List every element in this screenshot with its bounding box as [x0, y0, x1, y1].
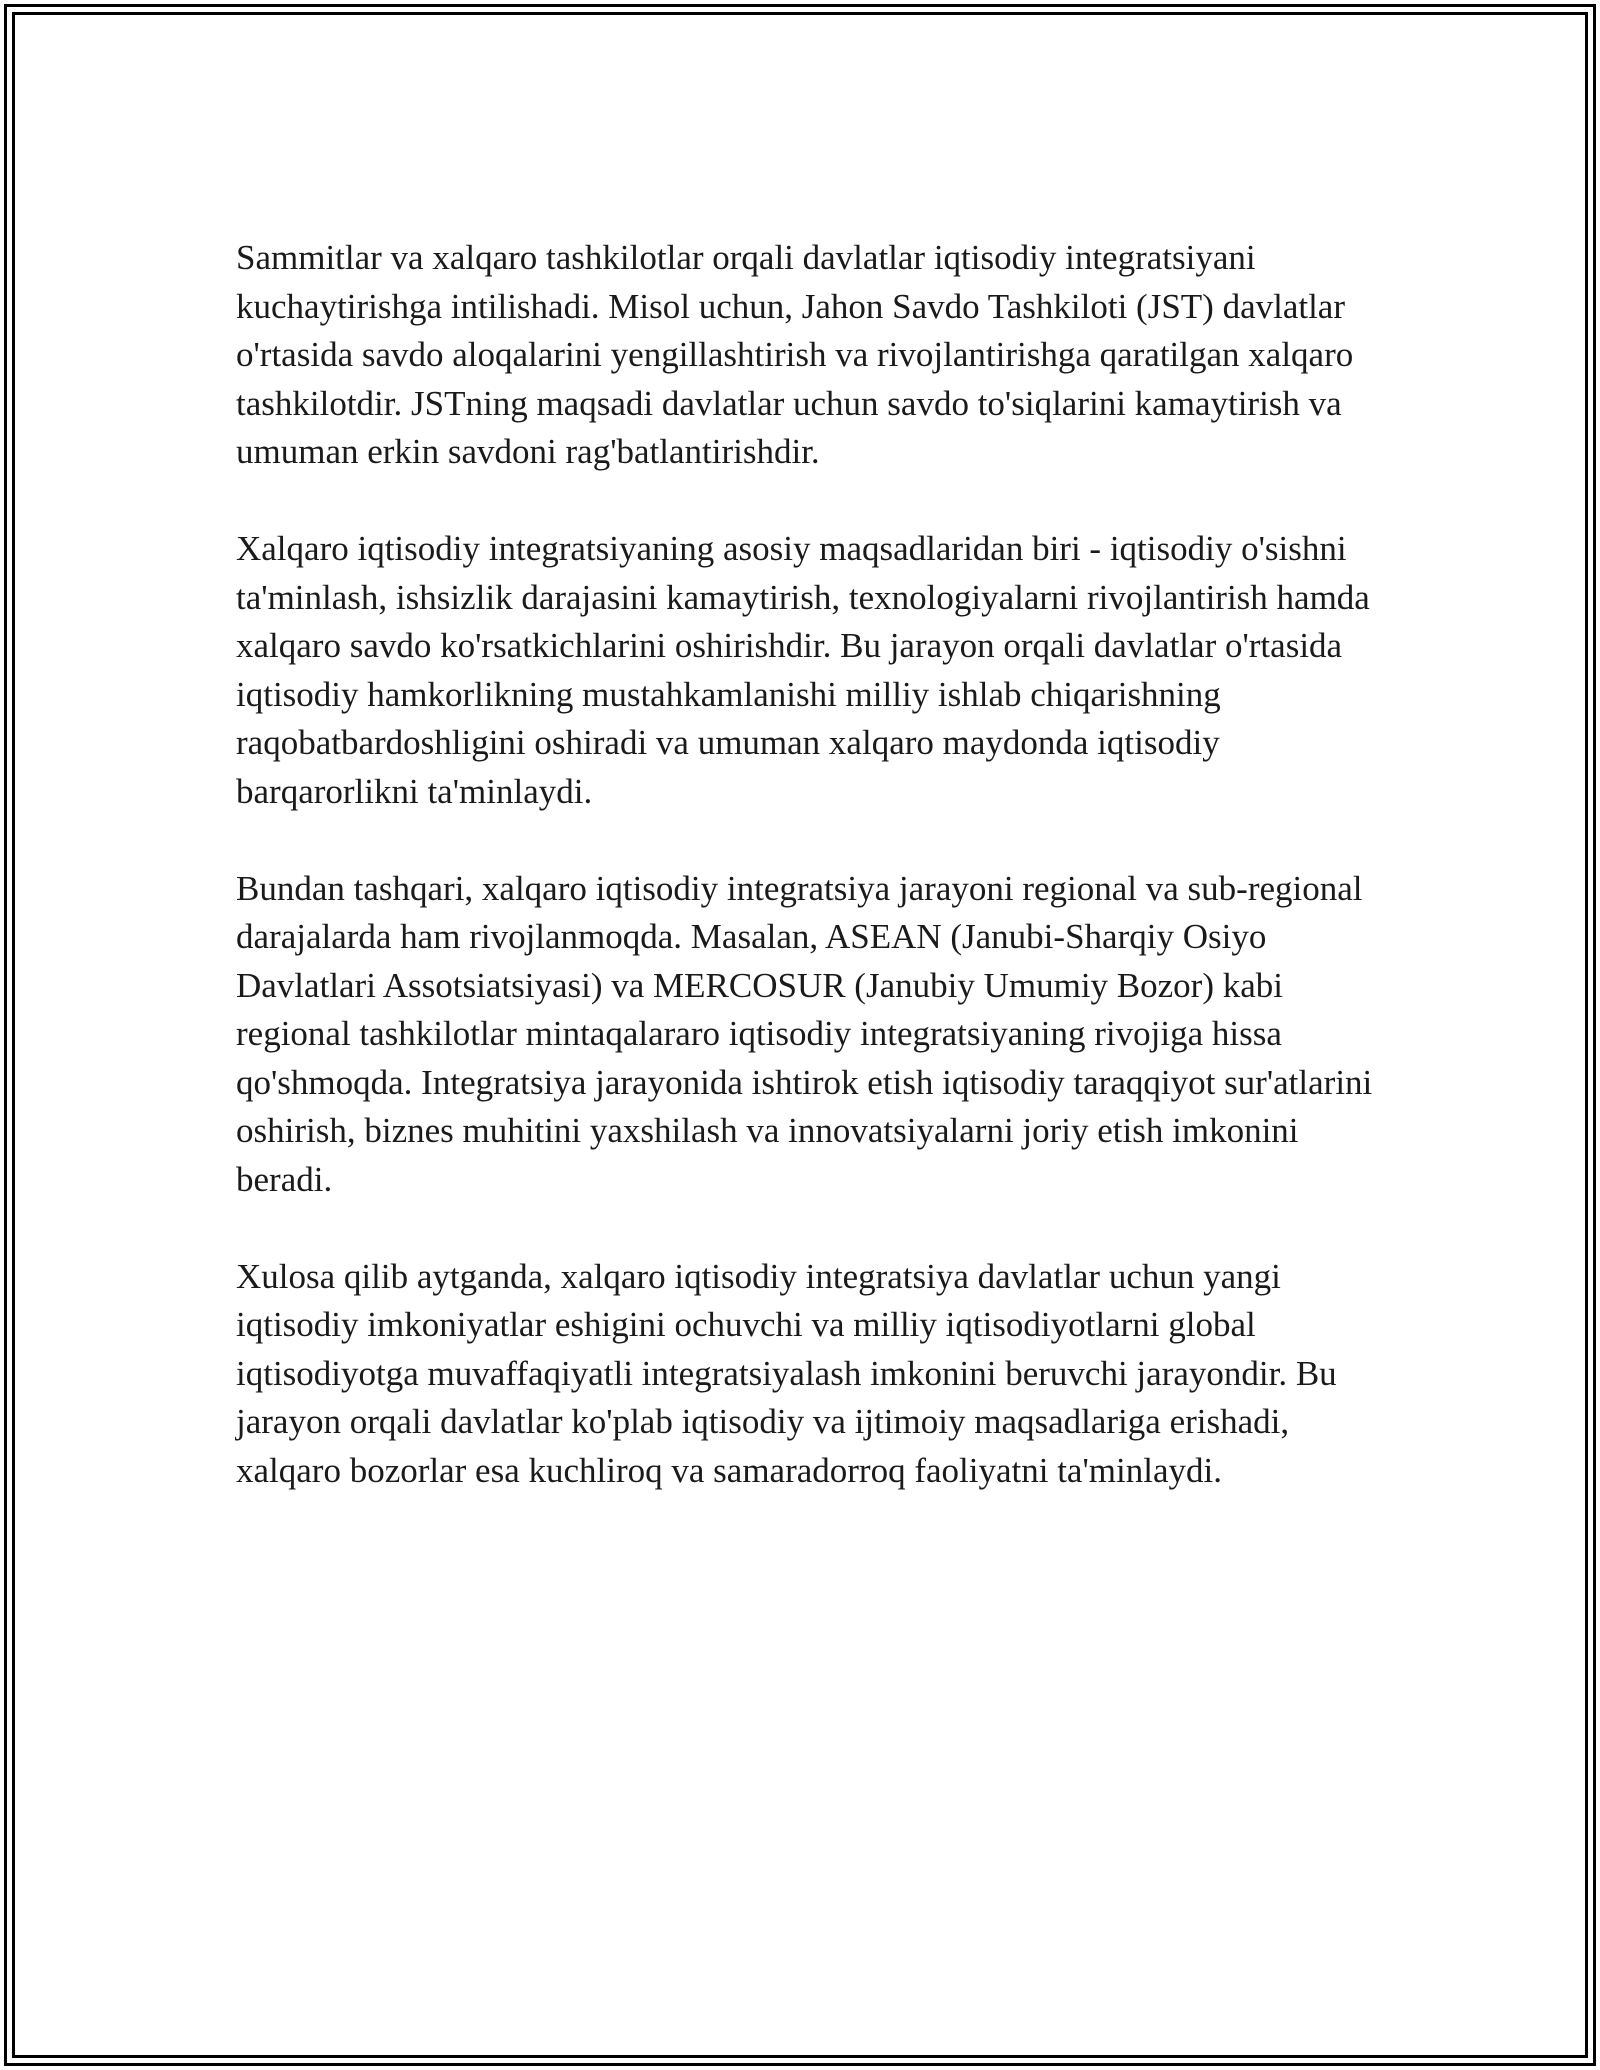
- paragraph-regional-integration: Bundan tashqari, xalqaro iqtisodiy integratsiya jarayoni regional va sub-regional darajalarda ham rivojlanmoqda. Masalan, ASEAN (Janubi-Sharqiy Osiyo Davlatlari Assotsiatsiyasi) va MERCOSUR (Janubiy Umumiy Bozor) kabi regional tashkilotlar mintaqalararo iqtisodiy integratsiyaning rivojiga hissa qo'shmoqda. Integratsiya jarayonida ishtirok etish iqtisodiy taraqqiyot sur'atlarini oshirish, biznes muhitini yaxshilash va innovatsiyalarni joriy etish imkonini beradi.: [236, 868, 1373, 1199]
- document-body: [236, 234, 1386, 1544]
- paragraph-summits: Sammitlar va xalqaro tashkilotlar orqali davlatlar iqtisodiy integratsiyani kuchaytirishga intilishadi. Misol uchun, Jahon Savdo Tashkiloti (JST) davlatlar o'rtasida savdo aloqalarini yengillashtirish va rivojlantirishga qaratilgan xalqaro tashkilotdir. JSTning maqsadi davlatlar uchun savdo to'siqlarini kamaytirish va umuman erkin savdoni rag'batlantirishdir.: [236, 238, 1354, 471]
- paragraph-conclusion: Xulosa qilib aytganda, xalqaro iqtisodiy integratsiya davlatlar uchun yangi iqtisodiy imkoniyatlar eshigini ochuvchi va milliy iqtisodiyotlarni global iqtisodiyotga muvaffaqiyatli integratsiyalash imkonini beruvchi jarayondir. Bu jarayon orqali davlatlar ko'plab iqtisodiy va ijtimoiy maqsadlariga erishadi, xalqaro bozorlar esa kuchliroq va samaradorroq faoliyatni ta'minlaydi.: [236, 1256, 1337, 1490]
- paragraph-integration-goals: Xalqaro iqtisodiy integratsiyaning asosiy maqsadlaridan biri - iqtisodiy o'sishni ta'minlash, ishsizlik darajasini kamaytirish, texnologiyalarni rivojlantirish hamda xalqaro savdo ko'rsatkichlarini oshirishdir. Bu jarayon orqali davlatlar o'rtasida iqtisodiy hamkorlikning mustahkamlanishi milliy ishlab chiqarishning raqobatbardoshligini oshiradi va umuman xalqaro maydonda iqtisodiy barqarorlikni ta'minlaydi.: [236, 529, 1370, 811]
